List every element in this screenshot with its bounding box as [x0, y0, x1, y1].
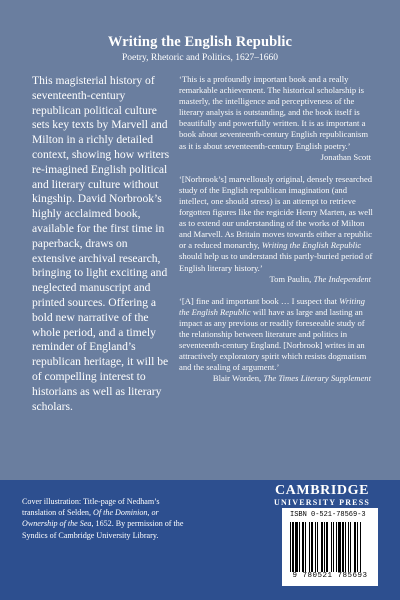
barcode-bar: [336, 522, 337, 572]
barcode-bar: [311, 522, 313, 572]
barcode-bar: [317, 522, 318, 572]
book-description: This magisterial history of seventeenth-century republican political culture sets key texts by Marvell and Milton in a richly detailed context, showing how writers re-imagined English political and literary culture without kingship. David Norbrook’s highly acclaimed book, available for the first time in paperback, draws on extensive archival research, bringing to light exciting and neglected manuscript and printed sources. Offering a bold new narrative of the whole period, and a timely reminder of England’s republican heritage, it will be of compelling interest to historians as well as literary scholars.: [32, 74, 170, 413]
review-quote-text: ‘This is a profoundly important book and a really remarkable achievement. The historical scholarship is masterly, the intelligence and perceptiveness of the literary analysis is outstanding, and the book itself is beautifully and powerfully written. It is as important a book about seventeenth-century English republicanism as it is about seventeenth-century English poetry.’: [179, 74, 369, 151]
review-quote-text: [179, 296, 377, 374]
barcode-bar: [354, 522, 356, 572]
ean-number: 9 780521 785693: [292, 572, 368, 580]
barcode-icon: [290, 522, 372, 572]
review-quote-text-part: ‘[A] fine and important book … I suspect that: [179, 295, 340, 306]
cover-illustration-credit: [22, 496, 190, 541]
barcode-bar: [295, 522, 298, 572]
review-quote-text-part: ‘[Norbrook’s] marvellously original, densely researched study of the English republican imagination (and intellect, one should stress) is an attempt to retrieve forgotten figures like the regicide Henry Marten, as well as to extend our understanding of the works of Milton and Marvell. As Britain moves towards either a republic or a reduced monarchy,: [179, 173, 373, 251]
barcode-bar: [345, 522, 346, 572]
review-quote-author: Blair Worden,: [212, 373, 262, 384]
review-quote-text-part: will have as large and lasting an impact as any previous or readily foreseeable study of the relationship between literature and politics in seventeenth-century England. [Norbrook] writes in an attractively exploratory spirit which resists dogmatism and the sealing of argument.’: [179, 306, 367, 373]
review-quote-1: [179, 74, 377, 163]
review-quote-publication: The Independent: [313, 273, 371, 284]
review-quote-author: Tom Paulin,: [269, 273, 312, 284]
barcode-bar: [357, 522, 358, 572]
review-quote-3: [179, 296, 377, 385]
barcode-bar: [360, 522, 361, 572]
barcode-bar: [290, 522, 291, 572]
credit-title-italic: Of the Dominion, or Ownership of the Sea: [22, 508, 159, 529]
barcode-bar: [309, 522, 310, 572]
barcode-bar: [315, 522, 316, 572]
barcode-bar: [342, 522, 344, 572]
review-quote-author: Jonathan Scott: [320, 151, 371, 162]
barcode-bar: [333, 522, 334, 572]
barcode-panel: [282, 508, 378, 586]
publisher-press: UNIVERSITY PRESS: [273, 498, 371, 507]
review-quote-title-italic: Writing the English Republic: [261, 240, 362, 251]
review-quotes: [179, 74, 377, 395]
review-quote-attribution: [179, 274, 377, 285]
credit-text-part: , 1652. By permission of the Syndics of Cambridge University Library.: [22, 519, 184, 540]
barcode-bar: [305, 522, 306, 572]
book-title: Writing the English Republic: [107, 34, 293, 50]
barcode-bar: [324, 522, 325, 572]
review-quote-publication: The Times Literary Supplement: [263, 373, 371, 384]
credit-text-part: Cover illustration: Title-page of Nedham’s translation of Selden,: [22, 497, 160, 518]
review-quote-text-part: should help us to understand this partly-buried period of English literary history.’: [179, 251, 373, 273]
barcode-bar: [299, 522, 300, 572]
publisher-logo: [264, 483, 380, 508]
book-subtitle: Poetry, Rhetoric and Politics, 1627–1660: [121, 53, 279, 63]
barcode-bar: [292, 522, 294, 572]
barcode-bar: [331, 522, 332, 572]
review-quote-2: [179, 174, 377, 285]
barcode-bar: [350, 522, 351, 572]
review-quote-attribution: [179, 152, 377, 163]
review-quote-attribution: [179, 373, 377, 384]
barcode-bar: [326, 522, 328, 572]
barcode-bar: [348, 522, 349, 572]
review-quote-title-italic: Writing the English Republic: [179, 295, 365, 317]
isbn-label: ISBN 0-521-78569-3: [290, 511, 366, 519]
barcode-bar: [321, 522, 323, 572]
review-quote-text: [179, 174, 377, 274]
publisher-name: CAMBRIDGE: [274, 483, 370, 498]
barcode-bar: [338, 522, 341, 572]
barcode-bar: [302, 522, 304, 572]
